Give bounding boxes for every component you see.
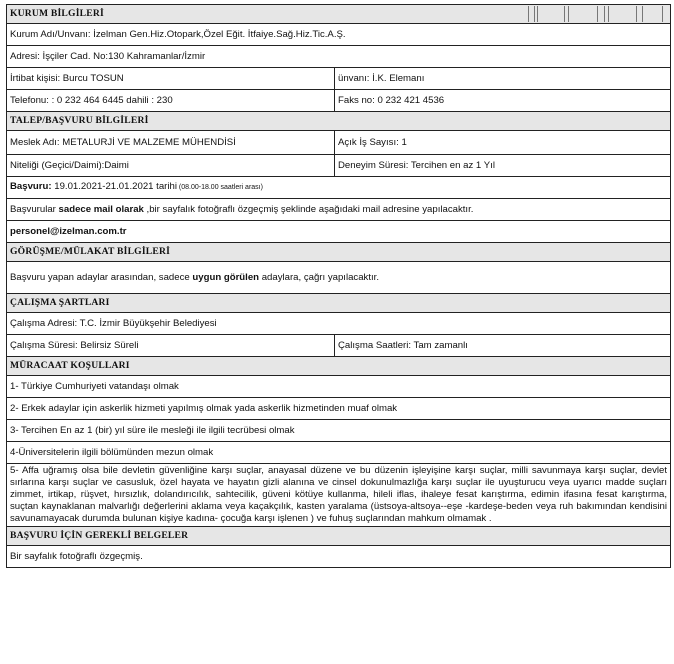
institution-address: Adresi: İşçiler Cad. No:130 Kahramanlar/İzmir [7,46,671,68]
profession-name: Meslek Adı: METALURJİ VE MALZEME MÜHENDİSİ [7,131,335,155]
mail-note-emphasis: sadece mail olarak [58,203,144,215]
section-title: ÇALIŞMA ŞARTLARI [7,294,671,313]
required-document: Bir sayfalık fotoğraflı özgeçmiş. [7,546,671,568]
scan-barcode-marks [524,6,664,22]
requirement-item: 3- Tercihen En az 1 (bir) yıl süre ile mesleği ile ilgili tecrübesi olmak [7,420,671,442]
section-title: GÖRÜŞME/MÜLAKAT BİLGİLERİ [7,243,671,262]
section-application-header [7,112,671,131]
section-title: TALEP/BAŞVURU BİLGİLERİ [7,112,671,131]
requirement-item: 5- Affa uğramış olsa bile devletin güvenliğine karşı suçlar, anayasal düzene ve bu düzenin işleyişine karşı suçlar, milli savunmaya karşı suçlar, devlet sırlarına karşı suçlar ve casusluk, özel hayata ve hayatın gizli alanına ve cinsel dokunulmazlığa karşı suçlar ile uyuşturucu veya uyarıcı madde suçları zimmet, irtikap, rüşvet, hırsızlık, dolandırıcılık, sahtecilik, güveni kötüye kullanma, hileli iflas, ihaleye fesat karıştırma, edimin ifasına fesat karıştırma, suçtan kaynaklanan malvarlığı değerlerini aklama veya kaçakçılık, kasten yaralama (üstsoya-altsoya--eşe -kardeşe-beden veya ruh bakımından kendisini savunamayacak durumda bulunan kişiye kadına- çocuğa karşı işlenen ) ve fuhuş suçlarından mahkum olmamak . [7,464,671,527]
form-page [6,4,670,568]
mail-note-text: Başvurular [10,203,59,215]
dates-hours: (08.00-18.00 saatleri arası) [176,184,263,191]
section-interview-header [7,243,671,262]
contact-title: ünvanı: İ.K. Elemanı [335,68,671,90]
position-nature: Niteliği (Geçici/Daimi):Daimi [7,155,335,177]
interview-emphasis: uygun görülen [192,271,260,283]
section-documents-header [7,527,671,546]
application-form-table [6,4,671,568]
work-duration: Çalışma Süresi: Belirsiz Süreli [7,335,335,357]
mail-note-text: ,bir sayfalık fotoğraflı özgeçmiş şeklinde aşağıdaki mail adresine yapılacaktır. [143,203,474,215]
section-title: BAŞVURU İÇİN GEREKLİ BELGELER [7,527,671,546]
dates-label: Başvuru: [10,181,52,192]
work-address: Çalışma Adresi: T.C. İzmir Büyükşehir Belediyesi [7,313,671,335]
work-hours: Çalışma Saatleri: Tam zamanlı [335,335,671,357]
section-title: KURUM BİLGİLERİ [7,5,671,24]
application-mail-note [7,199,671,221]
section-working-conditions-header [7,294,671,313]
application-email: personel@izelman.com.tr [7,221,671,243]
application-dates [7,177,671,199]
experience-duration: Deneyim Süresi: Tercihen en az 1 Yıl [335,155,671,177]
requirement-item: 2- Erkek adaylar için askerlik hizmeti yapılmış olmak yada askerlik hizmetinden muaf olmak [7,398,671,420]
open-positions: Açık İş Sayısı: 1 [335,131,671,155]
contact-fax: Faks no: 0 232 421 4536 [335,90,671,112]
dates-value: 19.01.2021-21.01.2021 tarihi [51,181,177,192]
interview-info [7,262,671,294]
section-title: MÜRACAAT KOŞULLARI [7,357,671,376]
institution-name: Kurum Adı/Unvanı: İzelman Gen.Hiz.Otopark,Özel Eğit. İtfaiye.Sağ.Hiz.Tic.A.Ş. [7,24,671,46]
section-requirements-header [7,357,671,376]
requirement-item: 4-Üniversitelerin ilgili bölümünden mezun olmak [7,442,671,464]
contact-phone: Telefonu: : 0 232 464 6445 dahili : 230 [7,90,335,112]
requirement-item: 1- Türkiye Cumhuriyeti vatandaşı olmak [7,376,671,398]
interview-text: adaylara, çağrı yapılacaktır. [259,271,380,283]
contact-person: İrtibat kişisi: Burcu TOSUN [7,68,335,90]
interview-text: Başvuru yapan adaylar arasından, sadece [10,271,193,283]
